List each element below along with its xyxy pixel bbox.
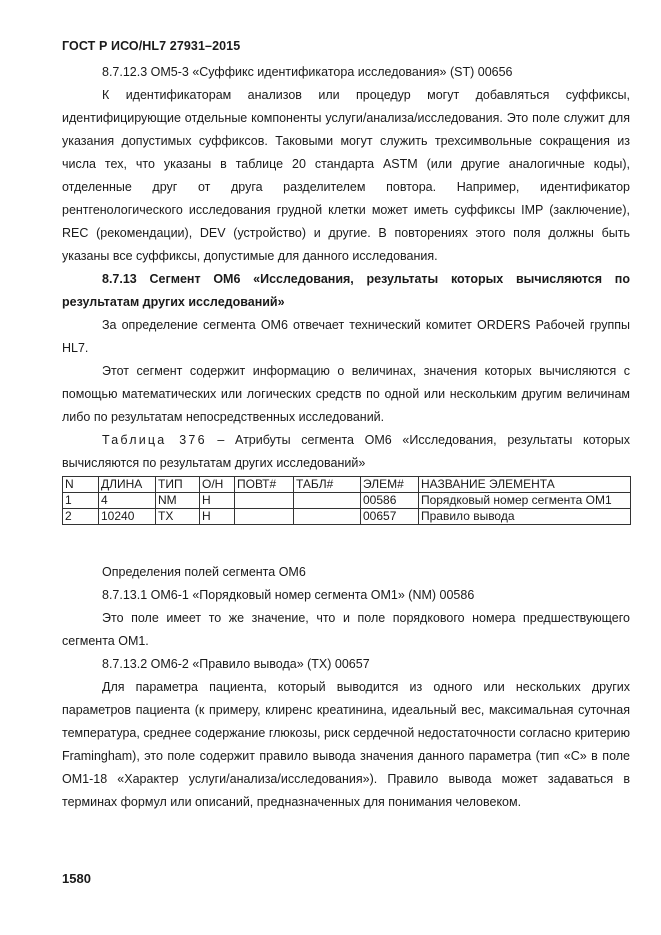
heading-text: 8.7.13 Сегмент OM6 «Исследования, результаты которых вычисляются по результатам других исследований»	[62, 272, 630, 309]
column-header: ТАБЛ#	[294, 477, 361, 493]
attributes-table	[62, 476, 631, 525]
table-cell: NM	[156, 493, 200, 509]
table-cell: 1	[63, 493, 99, 509]
field-heading-om6-2: 8.7.13.2 OM6-2 «Правило вывода» (TX) 00657	[102, 657, 370, 671]
table-cell	[294, 509, 361, 525]
table-cell: 2	[63, 509, 99, 525]
table-cell: Правило вывода	[419, 509, 631, 525]
section-heading-8-7-13	[62, 268, 630, 314]
paragraph: За определение сегмента OM6 отвечает технический комитет ORDERS Рабочей группы HL7.	[62, 318, 630, 355]
section-para-description	[62, 360, 630, 429]
table-cell	[235, 509, 294, 525]
table-caption	[62, 429, 630, 475]
column-header: ЭЛЕМ#	[361, 477, 419, 493]
table-cell: Н	[200, 509, 235, 525]
field-heading-om6-1: 8.7.13.1 OM6-1 «Порядковый номер сегмента OM1» (NM) 00586	[102, 588, 475, 602]
section-body-8-7-12-3	[62, 84, 630, 268]
table-cell	[235, 493, 294, 509]
field-body-om6-1	[62, 607, 630, 653]
table-row	[63, 509, 631, 525]
table-cell: Н	[200, 493, 235, 509]
table-cell	[294, 493, 361, 509]
paragraph: Этот сегмент содержит информацию о величинах, значения которых вычисляются с помощью математических или логических средств по одной или нескольким другим величинам либо по результатам непосредственных исследований.	[62, 364, 630, 424]
page-number: 1580	[62, 871, 91, 886]
table-caption-text: – Атрибуты сегмента OM6 «Исследования, результаты которых вычисляются по результатам других исследований»	[62, 433, 630, 470]
table-caption-label: Таблица 376	[102, 433, 207, 447]
table-cell: 00586	[361, 493, 419, 509]
paragraph: К идентификаторам анализов или процедур могут добавляться суффиксы, идентифицирующие отдельные компоненты услуги/анализа/исследования. Это поле служит для указания допустимых суффиксов. Таковыми могут служить трехсимвольные сокращения из числа тех, что указаны в таблице 20 стандарта ASTM (или другие аналогичные коды), отделенные друг от друга разделителем повтора. Например, идентификатор рентгенологического исследования грудной клетки может иметь суффиксы IMP (заключение), REC (рекомендации), DEV (устройство) и другие. В повторениях этого поля должны быть указаны все суффиксы, допустимые для данного исследования.	[62, 88, 630, 263]
column-header: НАЗВАНИЕ ЭЛЕМЕНТА	[419, 477, 631, 493]
table-cell: 4	[99, 493, 156, 509]
field-body-om6-2	[62, 676, 630, 814]
column-header: О/Н	[200, 477, 235, 493]
column-header: ДЛИНА	[99, 477, 156, 493]
paragraph: Для параметра пациента, который выводится из одного или нескольких других параметров пациента (к примеру, клиренс креатинина, идеальный вес, максимальная суточная температура, среднее содержание глюкозы, риск сердечной недостаточности согласно критерию Framingham), это поле содержит правило вывода значения данного параметра (тип «C» в поле OM1-18 «Характер услуги/анализа/исследования»). Правило вывода может задаваться в терминах формул или описаний, предназначенных для понимания человеком.	[62, 680, 630, 809]
document-header: ГОСТ Р ИСО/HL7 27931–2015	[62, 39, 241, 53]
table-cell: 00657	[361, 509, 419, 525]
table-cell: Порядковый номер сегмента OM1	[419, 493, 631, 509]
field-definitions-title: Определения полей сегмента OM6	[102, 565, 306, 579]
table-cell: TX	[156, 509, 200, 525]
table-cell: 10240	[99, 509, 156, 525]
table-header-row	[63, 477, 631, 493]
column-header: ПОВТ#	[235, 477, 294, 493]
table-row	[63, 493, 631, 509]
paragraph: Это поле имеет то же значение, что и поле порядкового номера предшествующего сегмента OM1.	[62, 611, 630, 648]
column-header: ТИП	[156, 477, 200, 493]
section-para-orders	[62, 314, 630, 360]
column-header: N	[63, 477, 99, 493]
section-heading-8-7-12-3: 8.7.12.3 OM5-3 «Суффикс идентификатора исследования» (ST) 00656	[102, 65, 513, 79]
